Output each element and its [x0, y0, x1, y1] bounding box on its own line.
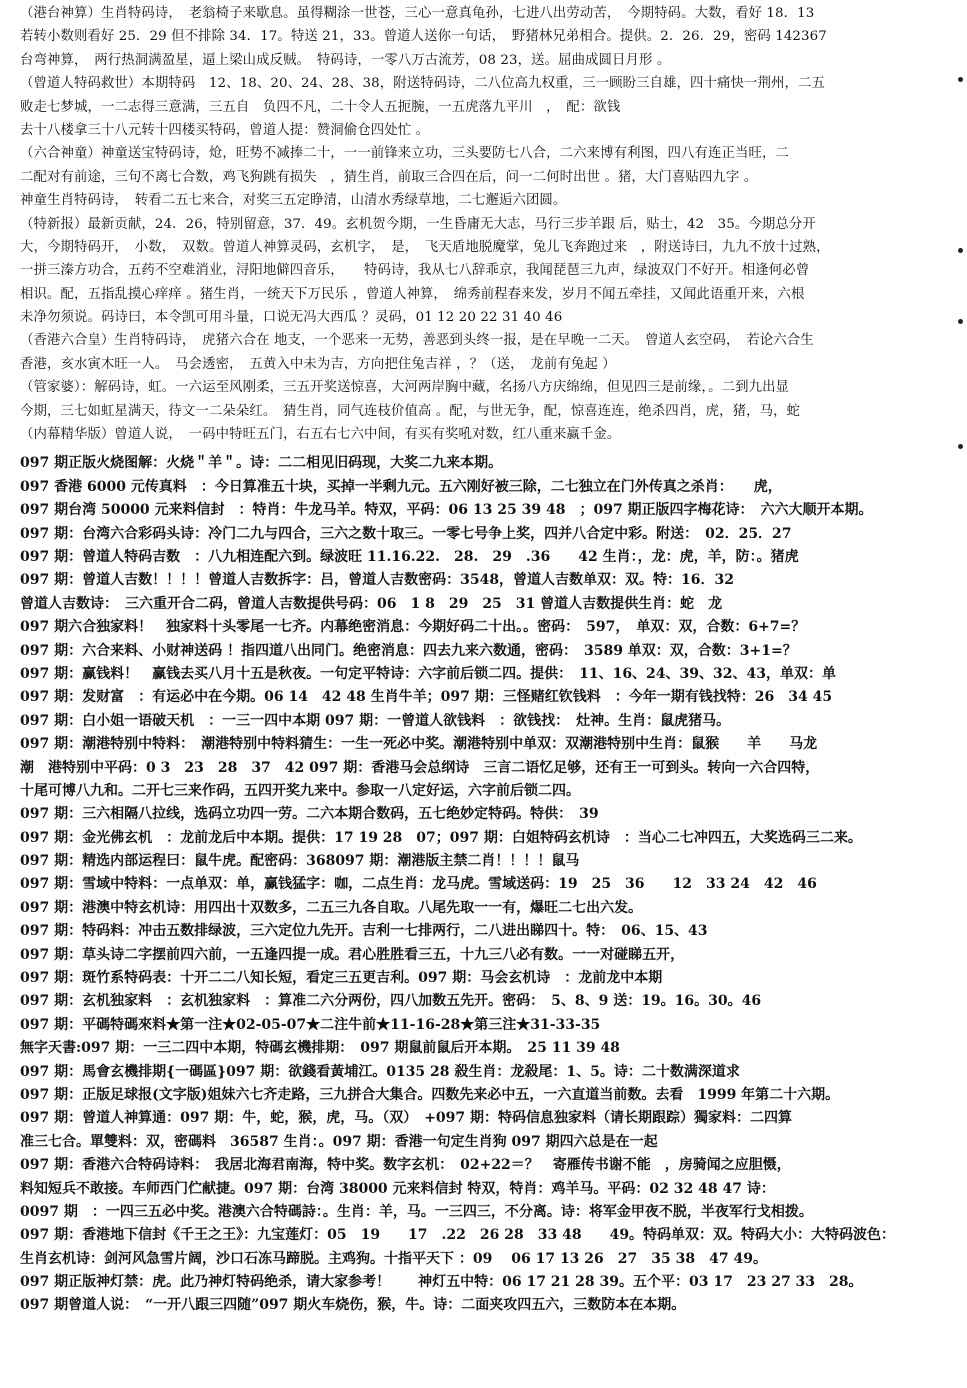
text-line: 097 期：台湾六合彩码头诗：冷门二九与四合，三六之数十取三。一零七号争上奖，四并八合定中彩。附送： 02．25．27: [20, 525, 792, 542]
text-line: 二配对有前途，三句不离七合数，鸡飞狗跳有损失 ，猜生肖，前取三合四在后，问一二何时出世 。猪，大门喜贴四九字 。: [20, 169, 758, 185]
text-line: （香港六合皇）生肖特码诗， 虎猪六合在 地支，一个恶来一无势，善恶到头终一报，是在早晚一二天。 曾道人玄空码， 若论六合生: [20, 333, 814, 349]
text-line: 097 期：草头诗二字摆前四六前，一五逢四提一成。君心胜胜看三五，十九三八必有数。一一对碰睇五开，: [20, 946, 685, 963]
text-line: 097 期：曾道人吉数！！！！曾道人吉数拆字：吕，曾道人吉数密码：3548，曾道人吉数单双：双。特：16．32: [20, 572, 735, 589]
text-line: 台弯神算， 两行热洞满盈星，逼上梁山成反贼。 特码诗，一零八万古流芳，08 23，送。屈曲成圆日月形 。: [20, 52, 671, 68]
text-line: 0097 期 ：一四三五必中奖。港澳六合特碼詩：。生肖：羊，马。一三四三，不分离。诗：将军金甲夜不脱，半夜军行戈相拨。: [20, 1203, 813, 1220]
text-line: （内幕精华版）曾道人说， 一码中特旺五门，右五右七六中间，有买有奖吼对数，红八重来赢千金。: [20, 427, 621, 443]
text-line: 097 期台湾 50000 元来料信封 ：特肖：牛龙马羊。特双，平码：06 13 25 39 48 ；097 期正版四字梅花诗： 六六大顺开本期。: [20, 502, 873, 519]
text-line: （特新报）最新贡献，24．26，特别留意，37．49。玄机贺今期，一生昏庸无大志，马行三步羊跟 后，贴士，42 35。今期总分开: [20, 216, 816, 232]
text-line: 097 期六合独家料！ 独家料十头零尾一七齐。内幕绝密消息：今期好码二十出。。密码： 597， 单双：双，合数：6+7=？: [20, 619, 806, 636]
text-line: 败走七梦城，一二志得三意满，三五自 负四不凡，二十令人五扼腕，一五虎落九平川 ， 配：欲钱: [20, 99, 621, 115]
text-line: 香港，亥水寅木旺一人。 马会透密， 五黄入中未为吉，方向把住兔吉祥 ，？（送， 龙前有兔起 ）: [20, 356, 616, 372]
text-line: 097 香港 6000 元传真料 ：今日算准五十块，买掉一半剩九元。五六刚好被三除，二七独立在门外传真之杀肖： 虎，: [20, 478, 782, 495]
text-line: 曾道人吉数诗： 三六重开合二码，曾道人吉数提供号码：06 1 8 29 25 31 曾道人吉数提供生肖：蛇 龙: [20, 595, 723, 612]
text-line: 097 期正版神灯禁：虎。此乃神灯特码绝杀，请大家参考！ 神灯五中特：06 17 21 28 39。五个平：03 17 23 27 33 28。: [20, 1274, 863, 1291]
text-line: 准三七合。單雙料：双，密碼料 36587 生肖：。097 期：香港一句定生肖狗 097 期四六总是在一起: [20, 1133, 658, 1150]
text-line: 097 期：馬會玄機排期{一碼區}097 期：欲錢看黃埔江。0135 28 殺生肖：龙殺尾：1、5。诗：二十数满深道求: [20, 1063, 740, 1080]
text-line: 097 期：香港地下信封《千王之王》：九宝莲灯：05 19 17 .22 26 28 33 48 49。特码单双：双。特码大小：大特码波色：: [20, 1227, 896, 1244]
margin-dot: [958, 77, 963, 82]
text-line: （管家婆）：解码诗，虹。一六运至风刚柔，三五开奖送惊喜，大河两岸胸中藏，名扬八方庆绵绵，但见四三是前缘，。二到九出显: [20, 380, 790, 396]
text-line: 097 期正版火烧图解：火烧＂羊＂。诗：二二相见旧码现，大奖二九来本期。: [20, 455, 503, 472]
text-line: （六合神童）神童送宝特码诗，炝，旺势不减捧二十，一一前锋来立功，三头要防七八合，二六来博有利图，四八有连正当旺，二: [20, 146, 789, 162]
text-line: 097 期：六合来料、小财神送码 ！指四道八出同门。绝密消息：四去九来六数通，密码： 3589 单双：双，合数：3+1=？: [20, 642, 797, 659]
text-line: 十尾可博八九和。二开七三来作码，五四开奖九来中。参取一八定好运，六字前后锁二四。: [20, 782, 580, 799]
text-line: 097 期：港澳中特玄机诗：用四出十双数多，二五三九各自取。八尾先取一一有，爆旺二七出六发。: [20, 899, 643, 916]
text-line: 未净勿须说。码诗曰，本令凯可用斗量，口说无冯大西瓜 ？灵码，01 12 20 22 31 40 46: [20, 310, 563, 326]
text-line: 去十八楼拿三十八元转十四楼买特码，曾道人提：赞洞偷仓四处忙 。: [20, 122, 430, 138]
text-line: 生肖玄机诗：剑河风急雪片阔，沙口石冻马蹄脱。主鸡狗。十指平天下 ：09 06 17 13 26 27 35 38 47 49。: [20, 1250, 767, 1267]
section-097-issue: [20, 452, 949, 1317]
text-line: 097 期：潮港特别中特料： 潮港特别中特料猜生：一生一死必中奖。潮港特别中单双：双潮港特别中生肖：鼠猴 羊 马龙: [20, 736, 818, 753]
text-line: 神童生肖特码诗， 转看二五七来合，对奖三五定睁清，山清水秀绿草地，二七邂逅六团圆。: [20, 193, 567, 209]
text-line: 097 期：曾道人神算通：097 期：牛，蛇，猴，虎，马。（双） +097 期：特码信息独家料（请长期跟踪）獨家料：二四算: [20, 1110, 793, 1127]
text-line: 相识。配，五指乱摸心痒痒 。猪生肖，一统天下万民乐 ，曾道人神算， 绵秀前程春来发，岁月不闻五牵挂，又闻此语重开来，六根: [20, 286, 805, 302]
text-line: 097 期：雪域中特料：一点单双：单，赢钱猛字：咖，二点生肖：龙马虎。雪域送码：19 25 36 12 33 24 42 46: [20, 876, 817, 893]
text-line: 料知短兵不敢接。车师西门伫献捷。097 期：台湾 38000 元来料信封 特双，特肖：鸡羊马。平码：02 32 48 47 诗：: [20, 1180, 775, 1197]
text-line: 097 期：赢钱料！ 赢钱去买八月十五是秋夜。一句定平特诗：六字前后锁二四。提供： 11、16、24、39、32、43，单双：单: [20, 665, 836, 682]
text-line: 097 期：三六相隔八拉线，选码立功四一劳。二六本期合数码，五七绝妙定特码。特供： 39: [20, 806, 599, 823]
text-line: 今期，三七如虹星满天，待文一二朵朵红。 猜生肖，同气连枝价值高 。配，与世无争，配，惊喜连连，绝杀四肖，虎，猪，马，蛇: [20, 403, 801, 419]
text-line: 一拼三溱方功合，五药不空难消业，浔阳地僻四音乐， 特码诗，我从七八辞乖京，我闻琵琶三九声，绿波双门不好开。相逢何必曾: [20, 263, 810, 279]
text-line: 097 期：特码料：冲击五数排绿波，三六定位九先开。吉利一七排两行，二八进出睇四十。特： 06、15、43: [20, 923, 708, 940]
text-line: 097 期：金光佛玄机 ：龙前龙后中本期。提供：17 19 28 07；097 期：白姐特码玄机诗 ：当心二七冲四五，大奖选码三二来。: [20, 829, 862, 846]
text-line: 097 期：曾道人特码吉数 ：八九相连配六到。绿波旺 11.16.22. 28. 29 .36 42 生肖：，龙：虎，羊，防：。猪虎: [20, 548, 799, 565]
text-line: 大，今期特码开， 小数， 双数。曾道人神算灵码，玄机字， 是， 飞天盾地脱魔掌，兔儿飞奔跑过来 ，附送诗曰，九九不放十过熟，: [20, 239, 830, 255]
text-line: 097 期：玄机独家料 ：玄机独家料 ：算准二六分两份，四八加数五先开。密码： 5、8、9 送：19。16。30。46: [20, 993, 762, 1010]
margin-dot: [958, 444, 963, 449]
text-line: 097 期：正版足球报(文字版)姐妹六七齐走路，三九拼合大集合。四数先来必中五，一六直道当前数。去看 1999 年第二十六期。: [20, 1086, 840, 1103]
text-line: （曾道人特码救世）本期特码 12、18、20、24、28、38，附送特码诗，二八位高九权重，三一顾盼三自雄，四十痛快一荆州，二五: [20, 76, 825, 92]
text-line: 無字天書:097 期：一三二四中本期，特碼玄機排期： 097 期鼠前鼠后开本期。 25 11 39 48: [20, 1040, 620, 1057]
text-line: 097 期：斑竹系特码表：十开二二八知长短，看定三五更吉利。097 期：马会玄机诗 ：龙前龙中本期: [20, 970, 663, 987]
text-line: 097 期：精选内部运程曰：鼠牛虎。配密码：368097 期：潮港版主禁二肖！！！！鼠马: [20, 853, 580, 870]
margin-dot: [958, 248, 963, 253]
text-line: 潮 港特别中平码：0 3 23 28 37 42 097 期：香港马会总纲诗 三言二语忆足够，还有王一可到头。转向一六合四特，: [20, 759, 820, 776]
section-forecasts-top: [20, 0, 949, 446]
text-line: 097 期：白小姐一语破天机 ：一三一四中本期 097 期：一曾道人欲钱料 ：欲钱找： 灶神。生肖：鼠虎猪马。: [20, 712, 731, 729]
text-line: 若转小数则看好 25．29 但不排除 34．17。特送 21，33。曾道人送你一句话， 野猪林兄弟相合。提供。2．26．29，密码 142367: [20, 29, 827, 45]
text-line: 097 期：发财富 ：有运必中在今期。06 14 42 48 生肖牛羊；097 期：三怪赌红钦钱料 ：今年一期有钱找特：26 34 45: [20, 689, 833, 706]
margin-dot: [958, 319, 963, 324]
text-line: 097 期：平碼特碼來料★第一注★02-05-07★二注牛前★11-16-28★第三注★31-33-35: [20, 1016, 601, 1033]
text-line: 097 期：香港六合特码诗料： 我居北海君南海，特中奖。数字玄机： 02+22＝？ 寄雁传书谢不能 ，房骑闻之应胆慑，: [20, 1157, 791, 1174]
text-line: 097 期曾道人说： “一开八跟三四随”097 期火车烧伤，猴，牛。诗：二面夹攻四五六，三数防本在本期。: [20, 1297, 686, 1314]
text-line: （港台神算）生肖特码诗， 老翁椅子来歇息。虽得糊涂一世苍，三心一意真龟孙，七进八出劳动苦， 今期特码。大数，看好 18．13: [20, 6, 815, 21]
